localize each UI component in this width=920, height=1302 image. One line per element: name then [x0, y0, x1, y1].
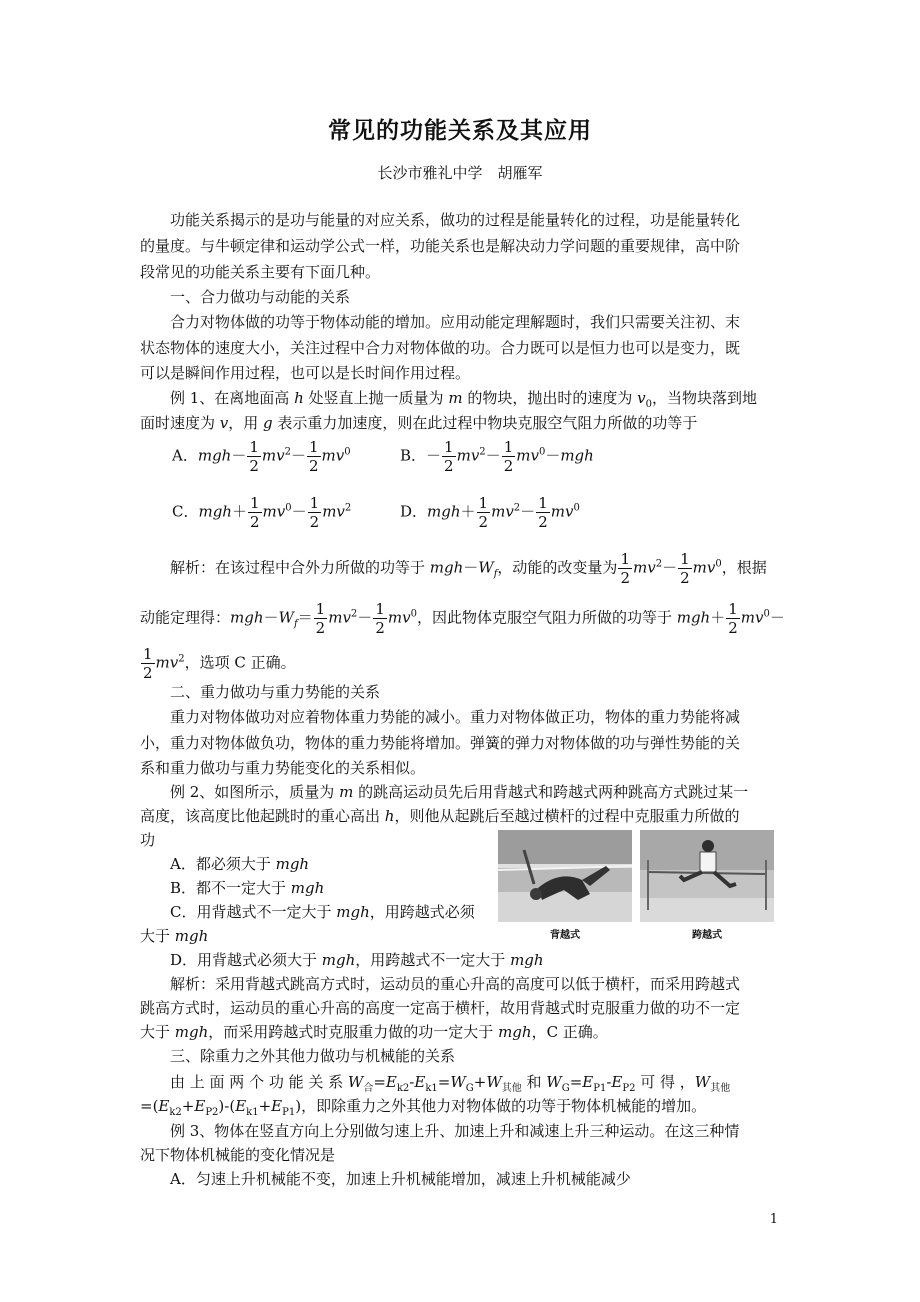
example-3-line-2: 况下物体机械能的变化情况是	[140, 1146, 336, 1164]
scissors-jump-photo	[640, 830, 774, 922]
example-3-line-1: 例 3、物体在竖直方向上分别做匀速上升、加速上升和减速上升三种运动。在这三种情	[170, 1122, 740, 1140]
example-1-line-1: 例 1、在离地面高 h 处竖直上抛一质量为 m 的物块，抛出时的速度为 $v_0$，当物块落到地	[170, 389, 757, 410]
example-2-line-1: 例 2、如图所示，质量为 m 的跳高运动员先后用背越式和跨越式两种跳高方式跳过某一	[170, 783, 749, 801]
section-1-heading: 一、合力做功与动能的关系	[170, 288, 351, 306]
fosbury-flop-photo	[498, 830, 632, 922]
page-title: 常见的功能关系及其应用	[328, 118, 592, 144]
intro-line-2: 的量度。与牛顿定律和运动学公式一样，功能关系也是解决动力学问题的重要规律，高中阶	[140, 237, 741, 255]
ex2-option-b: B．都不一定大于 mgh	[170, 879, 325, 897]
section-3-heading: 三、除重力之外其他力做功与机械能的关系	[170, 1047, 456, 1065]
solution-1-line-3: $\frac{1}{2}$ $mv^2$，选项 C 正确。	[143, 645, 296, 682]
example-1-line-2: 面时速度为 v，用 g 表示重力加速度，则在此过程中物块克服空气阻力所做的功等于	[140, 414, 698, 432]
sec2-body-line-2: 小，重力对物体做负功，物体的重力势能将增加。弹簧的弹力对物体做的功与弹性势能的关	[140, 734, 741, 752]
sec2-body-line-3: 系和重力做功与重力势能变化的关系相似。	[140, 759, 426, 777]
sec2-body-line-1: 重力对物体做功对应着物体重力势能的减小。重力对物体做正功，物体的重力势能将减	[170, 708, 741, 726]
ex2-option-c: C．用背越式不一定大于 mgh，用跨越式必须	[170, 903, 475, 921]
ex2-option-a: A．都必须大于 mgh	[170, 855, 310, 873]
sec1-body-line-1: 合力对物体做的功等于物体动能的增加。应用动能定理解题时，我们只需要关注初、末	[170, 313, 741, 331]
solution-2-line-2: 跳高方式时，运动员的重心升高的高度一定高于横杆，故用背越式时克服重力做的功不一定	[140, 999, 741, 1017]
option-b: B．－ $\frac{1}{2}$ $mv^2-$ $\frac{1}{2}$ $mv^0-mgh$	[400, 438, 594, 475]
option-d: D．mgh＋ $\frac{1}{2}$ $mv^2-$ $\frac{1}{2}$ $mv^0$	[400, 494, 580, 531]
author-line: 长沙市雅礼中学 胡雁军	[377, 164, 543, 182]
option-c: C．mgh＋ $\frac{1}{2}$ $mv^0-$ $\frac{1}{2}$ $mv^2$	[172, 494, 352, 531]
ex2-option-d: D．用背越式必须大于 mgh，用跨越式不一定大于 mgh	[170, 951, 544, 969]
solution-2-line-1: 解析：采用背越式跳高方式时，运动员的重心升高的高度可以低于横杆，而采用跨越式	[170, 975, 741, 993]
example-2-line-2: 高度，该高度比他起跳时的重心高出 h，则他从起跳后至越过横杆的过程中克服重力所做的	[140, 807, 740, 825]
sec1-body-line-3: 可以是瞬间作用过程，也可以是长时间作用过程。	[140, 364, 471, 382]
caption-fosbury: 背越式	[550, 930, 580, 941]
high-jump-figure	[498, 830, 776, 942]
option-a: A．mgh－ $\frac{1}{2}$ $mv^2-$ $\frac{1}{2}$ $mv^0$	[172, 438, 351, 475]
section-2-heading: 二、重力做功与重力势能的关系	[170, 683, 381, 701]
intro-line-3: 段常见的功能关系主要有下面几种。	[140, 263, 381, 281]
solution-2-line-3: 大于 mgh，而采用跨越式时克服重力做的功一定大于 mgh，C 正确。	[140, 1023, 608, 1041]
intro-line-1: 功能关系揭示的是功与能量的对应关系，做功的过程是能量转化的过程，功是能量转化	[170, 211, 741, 229]
example-2-line-3: 功	[140, 831, 156, 849]
ex3-option-a: A．匀速上升机械能不变，加速上升机械能增加，减速上升机械能减少	[170, 1170, 631, 1188]
sec3-line-2: $=(E_{k2}+E_{P2})-(E_{k1}+E_{P1})$，即除重力之外其他力对物体做的功等于物体机械能的增加。	[140, 1097, 707, 1118]
sec1-body-line-2: 状态物体的速度大小，关注过程中合力对物体做的功。合力既可以是恒力也可以是变力，既	[140, 339, 741, 357]
caption-scissors: 跨越式	[692, 930, 722, 941]
sec3-line-1: 由 上 面 两 个 功 能 关 系 $W_合=E_{k2}-E_{k1}=W_G+W_{其他}$ 和 $W_G=E_{P1}-E_{P2}$ 可 得 ，$W_{其他}$	[170, 1073, 731, 1094]
page-number: 1	[769, 1212, 778, 1227]
ex2-option-c-continued: 大于 mgh	[140, 927, 209, 945]
solution-1-line-2: 动能定理得：$mgh-W_f=$ $\frac{1}{2}$ $mv^2-$ $\frac{1}{2}$ $mv^0$，因此物体克服空气阻力所做的功等于 mgh＋ $\frac{1}{2}$ $mv^0-$	[140, 600, 785, 637]
solution-1-line-1: 解析：在该过程中合外力所做的功等于 $mgh-W_f$，动能的改变量为 $\frac{1}{2}$ $mv^2-$ $\frac{1}{2}$ $mv^0$，根据	[170, 550, 767, 587]
